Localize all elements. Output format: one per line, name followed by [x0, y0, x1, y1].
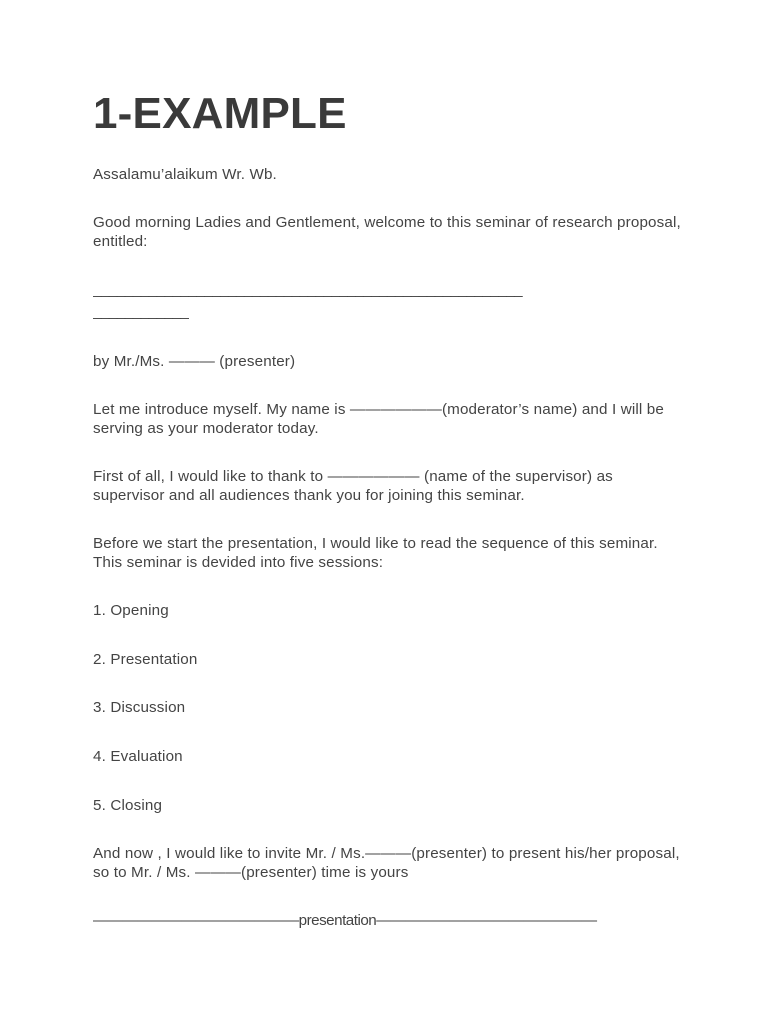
welcome-paragraph: Good morning Ladies and Gentlement, welcome to this seminar of research proposal, entitled:: [93, 214, 686, 250]
session-item: 4. Evaluation: [93, 748, 183, 765]
presenter-line: by Mr./Ms. ——— (presenter): [93, 353, 296, 370]
title-blank-line-1: ______________________________________________________: [93, 281, 523, 298]
thanks-paragraph: First of all, I would like to thank to —————— (name of the supervisor) as supervisor and all audiences thank you for joining this seminar.: [93, 468, 618, 504]
title-blank-line-2: ____________: [93, 303, 189, 320]
document-page: [93, 86, 686, 930]
sequence-intro-paragraph: Before we start the presentation, I would like to read the sequence of this seminar. This seminar is devided into five sessions:: [93, 535, 662, 571]
session-item: 2. Presentation: [93, 651, 198, 668]
document-title: 1-EXAMPLE: [93, 89, 347, 138]
session-item: 5. Closing: [93, 797, 163, 814]
presentation-divider: ——————————————presentation———————————————: [93, 912, 597, 929]
introduce-paragraph: Let me introduce myself. My name is ——————(moderator’s name) and I will be serving as your moderator today.: [93, 401, 669, 437]
session-item: 3. Discussion: [93, 699, 186, 716]
session-item: 1. Opening: [93, 602, 169, 619]
invite-paragraph: And now , I would like to invite Mr. / Ms.———(presenter) to present his/her proposal, so to Mr. / Ms. ———(presenter) time is yours: [93, 845, 685, 881]
greeting-text: Assalamu’alaikum Wr. Wb.: [93, 166, 277, 183]
